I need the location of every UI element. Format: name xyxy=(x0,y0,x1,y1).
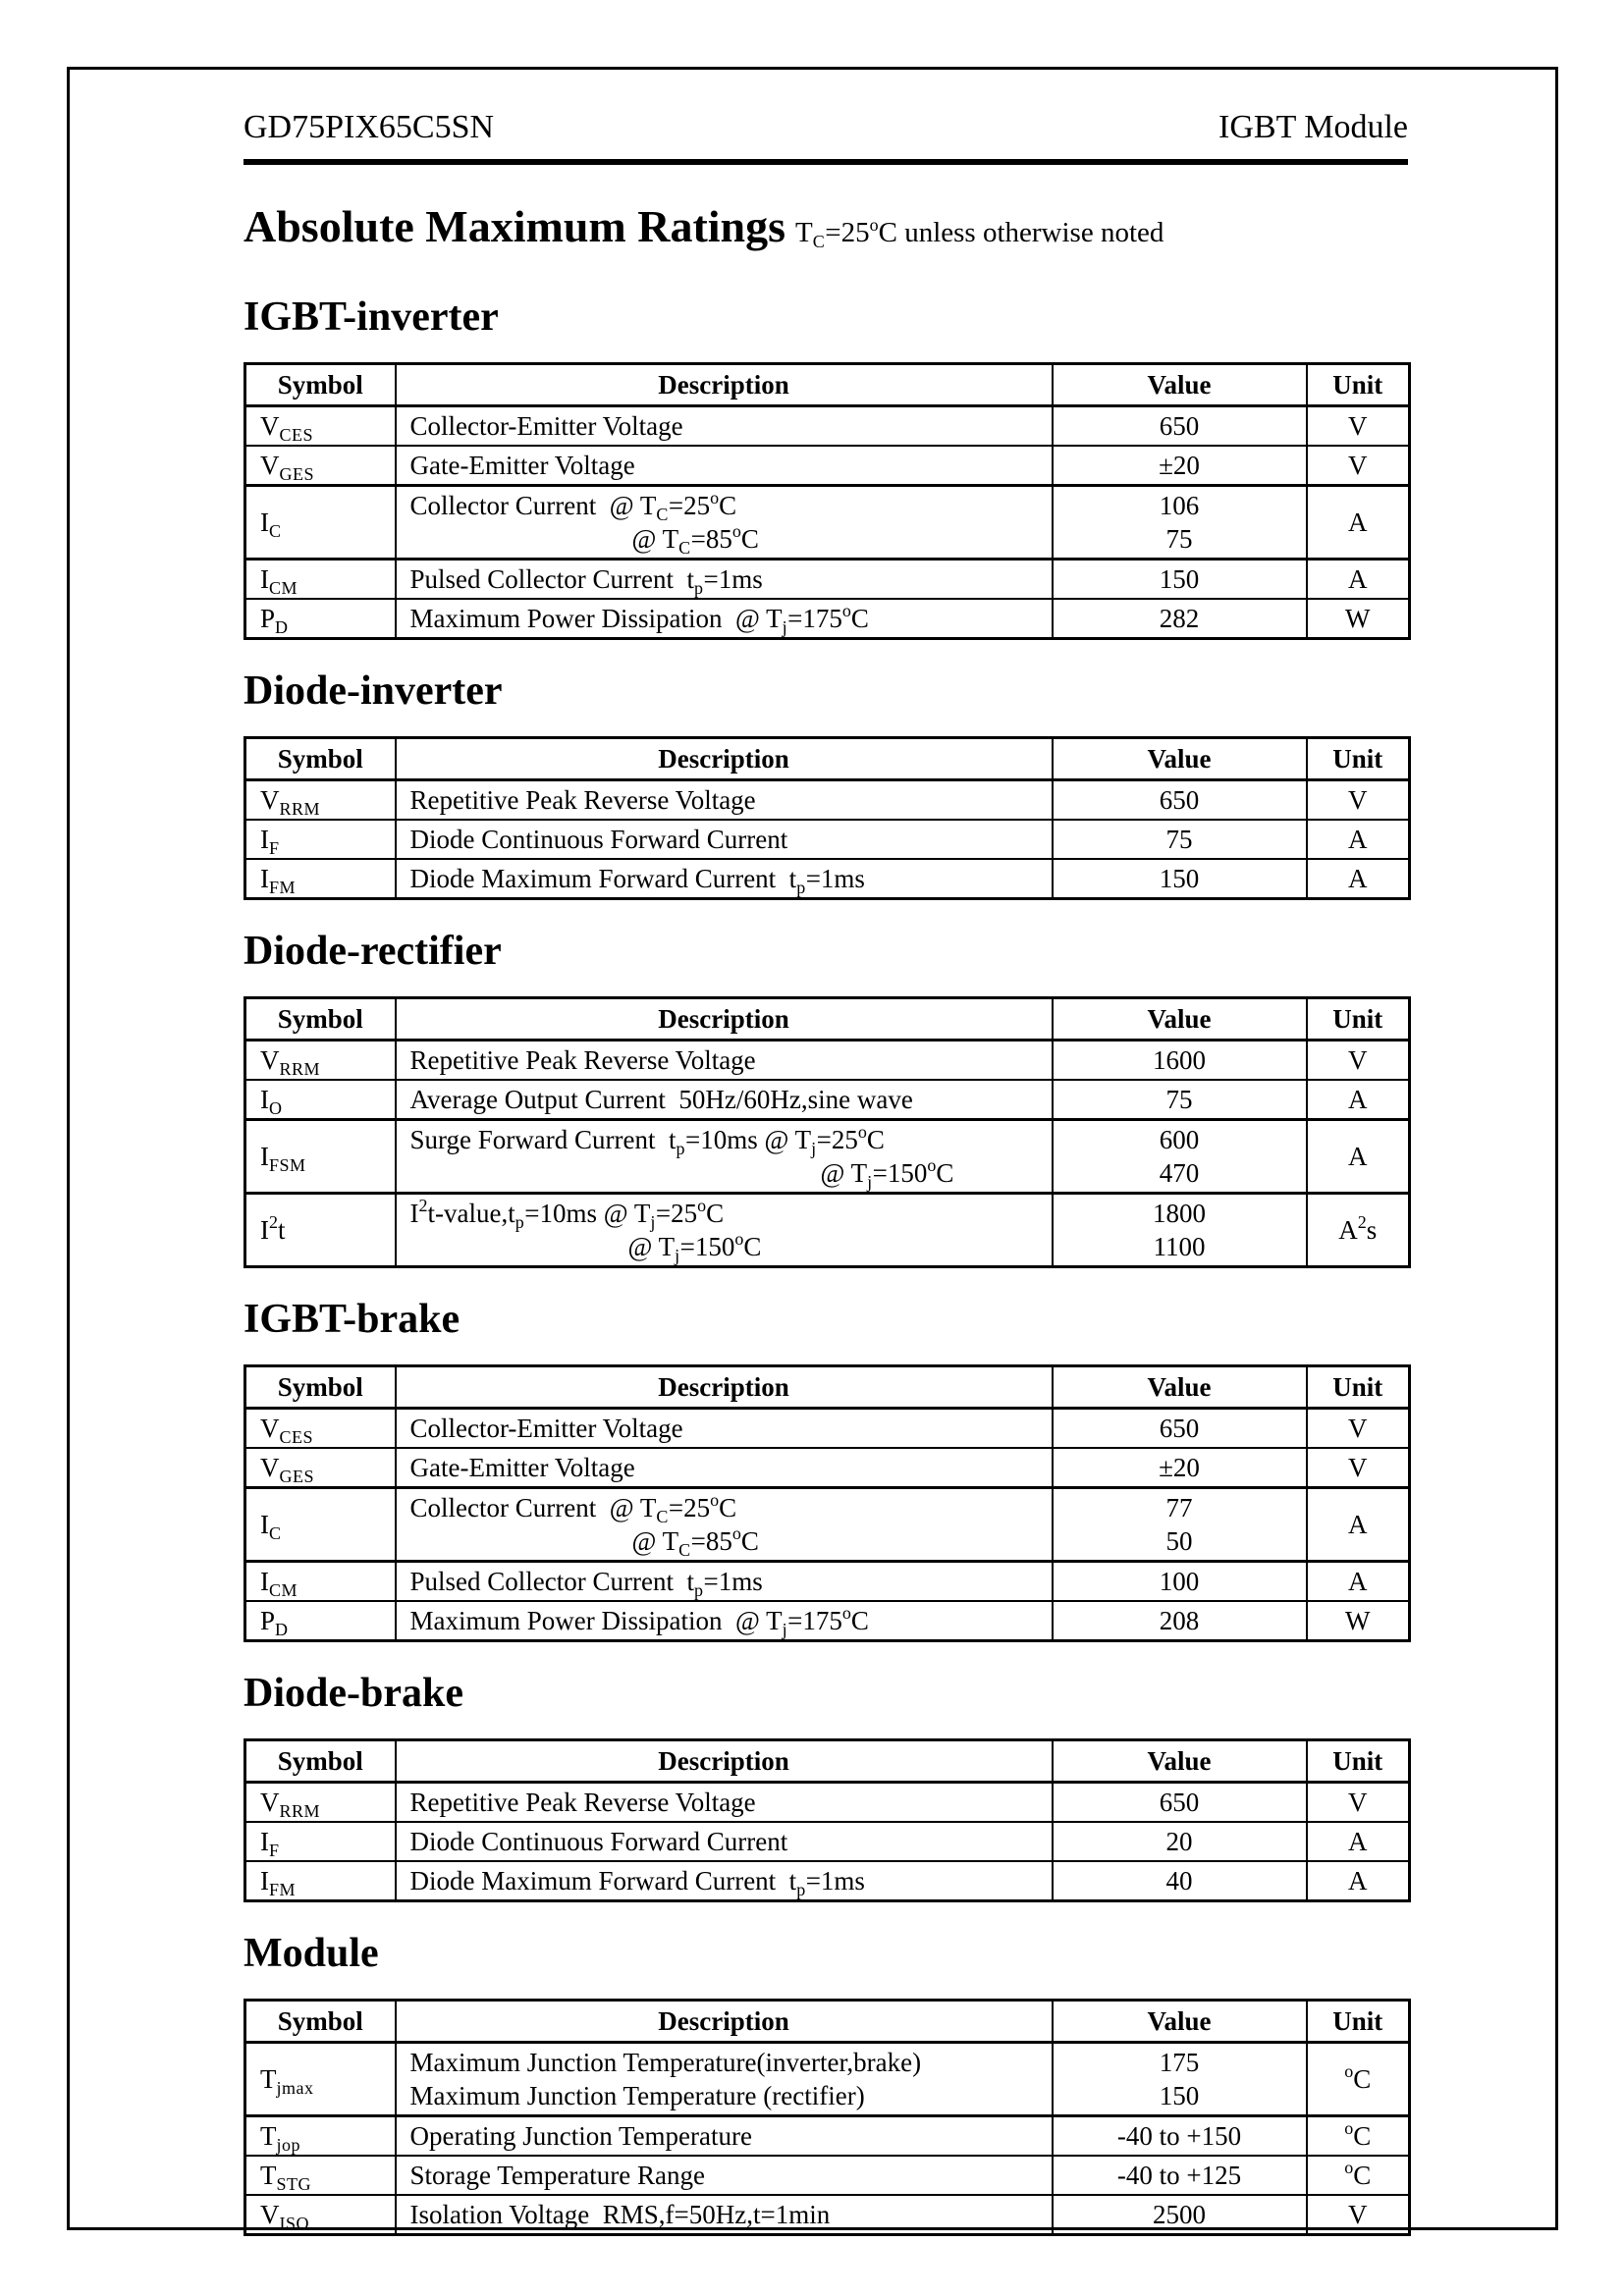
description-cell xyxy=(396,1601,1053,1641)
section-heading: Diode-rectifier xyxy=(244,929,502,974)
table-header-row xyxy=(245,2001,1410,2043)
ratings-table xyxy=(244,736,1411,900)
value-line: 1600 xyxy=(1153,1045,1206,1075)
unit-cell: W xyxy=(1307,599,1410,639)
column-header: Description xyxy=(396,1740,1053,1783)
table-row xyxy=(245,599,1410,639)
symbol-cell: $I_C$ xyxy=(245,486,396,560)
description-cell xyxy=(396,446,1053,486)
unit-cell: $^o$C xyxy=(1307,2156,1410,2195)
table-row xyxy=(245,486,1410,560)
description-line: @ $T_j=150^oC$ xyxy=(627,1229,762,1265)
column-header: Value xyxy=(1053,1366,1307,1409)
unit-cell: A xyxy=(1307,1562,1410,1602)
description-cell xyxy=(396,486,1053,560)
value-cell xyxy=(1053,1120,1307,1194)
column-header: Symbol xyxy=(245,998,396,1041)
description-cell xyxy=(396,1783,1053,1823)
unit-cell: $^o$C xyxy=(1307,2043,1410,2116)
symbol-cell: $P_D$ xyxy=(245,1601,396,1641)
value-line: 150 xyxy=(1159,564,1200,594)
title-text: Absolute Maximum Ratings xyxy=(244,201,786,251)
table-row xyxy=(245,780,1410,821)
column-header: Value xyxy=(1053,998,1307,1041)
value-line: 650 xyxy=(1159,411,1200,441)
value-line: 20 xyxy=(1165,1827,1193,1856)
symbol-cell: $T_{jop}$ xyxy=(245,2116,396,2157)
value-line: 77 xyxy=(1165,1493,1193,1522)
table-header-row xyxy=(245,364,1410,406)
description-cell xyxy=(396,859,1053,899)
unit-cell: V xyxy=(1307,2195,1410,2235)
value-cell xyxy=(1053,1448,1307,1488)
symbol-cell: $V_{RRM}$ xyxy=(245,1041,396,1081)
description-cell xyxy=(396,2195,1053,2235)
table-header-row xyxy=(245,1740,1410,1783)
value-line: 1100 xyxy=(1153,1232,1206,1261)
table-row xyxy=(245,1562,1410,1602)
value-line: 175 xyxy=(1159,2048,1200,2077)
description-line: Pulsed Collector Current $t_p=1ms$ xyxy=(409,1567,763,1600)
unit-cell: A xyxy=(1307,560,1410,600)
column-header: Description xyxy=(396,1366,1053,1409)
sections xyxy=(244,294,1408,2236)
column-header: Unit xyxy=(1307,998,1410,1041)
description-line: Collector Current @ $T_C=25^oC$ xyxy=(409,1490,737,1526)
column-header: Unit xyxy=(1307,738,1410,780)
value-cell xyxy=(1053,599,1307,639)
unit-cell: V xyxy=(1307,1448,1410,1488)
description-cell xyxy=(396,1822,1053,1861)
value-cell xyxy=(1053,1409,1307,1449)
description-line: @ $T_C=85^oC$ xyxy=(631,521,759,558)
document-type: IGBT Module xyxy=(1218,109,1408,145)
column-header: Description xyxy=(396,364,1053,406)
unit-cell: A xyxy=(1307,1120,1410,1194)
value-line: 2500 xyxy=(1153,2200,1206,2229)
value-line: ±20 xyxy=(1159,451,1200,480)
description-line: Maximum Junction Temperature (rectifier) xyxy=(409,2081,865,2110)
description-line: Average Output Current 50Hz/60Hz,sine wave xyxy=(409,1085,913,1114)
value-cell xyxy=(1053,2156,1307,2195)
description-line: Maximum Power Dissipation @ $T_j=175^oC$ xyxy=(409,1603,869,1639)
ratings-table xyxy=(244,362,1411,640)
symbol-cell: $P_D$ xyxy=(245,599,396,639)
table-row xyxy=(245,1601,1410,1641)
table-row xyxy=(245,2116,1410,2157)
description-cell xyxy=(396,780,1053,821)
value-cell xyxy=(1053,1041,1307,1081)
unit-cell: V xyxy=(1307,1041,1410,1081)
symbol-cell: $I^2t$ xyxy=(245,1194,396,1267)
column-header: Value xyxy=(1053,364,1307,406)
unit-cell: A xyxy=(1307,1861,1410,1901)
symbol-cell: $T_{STG}$ xyxy=(245,2156,396,2195)
value-cell xyxy=(1053,1080,1307,1120)
column-header: Symbol xyxy=(245,2001,396,2043)
symbol-cell: $I_{FM}$ xyxy=(245,859,396,899)
table-row xyxy=(245,1120,1410,1194)
page-title xyxy=(244,198,1408,266)
symbol-cell: $T_{jmax}$ xyxy=(245,2043,396,2116)
description-line: Collector Current @ $T_C=25^oC$ xyxy=(409,488,737,524)
title-condition: $T_C=25^oC$ unless otherwise noted xyxy=(795,215,1164,251)
symbol-cell: $V_{ISO}$ xyxy=(245,2195,396,2235)
description-line: Operating Junction Temperature xyxy=(409,2121,752,2151)
value-cell xyxy=(1053,2043,1307,2116)
unit-cell: A xyxy=(1307,1080,1410,1120)
description-line: Repetitive Peak Reverse Voltage xyxy=(409,1045,756,1075)
value-cell xyxy=(1053,1601,1307,1641)
description-cell xyxy=(396,1041,1053,1081)
description-line: Maximum Junction Temperature(inverter,brake) xyxy=(409,2048,922,2077)
table-row xyxy=(245,1488,1410,1562)
symbol-cell: $I_{FM}$ xyxy=(245,1861,396,1901)
description-line: Diode Continuous Forward Current xyxy=(409,825,788,854)
unit-cell: A xyxy=(1307,486,1410,560)
description-line: Diode Continuous Forward Current xyxy=(409,1827,788,1856)
column-header: Value xyxy=(1053,1740,1307,1783)
symbol-cell: $I_{FSM}$ xyxy=(245,1120,396,1194)
unit-cell: A xyxy=(1307,859,1410,899)
section-heading: Module xyxy=(244,1931,379,1976)
table-header-row xyxy=(245,998,1410,1041)
table-row xyxy=(245,1822,1410,1861)
description-cell xyxy=(396,2043,1053,2116)
product-name: GD75PIX65C5SN xyxy=(244,109,495,145)
table-row xyxy=(245,2156,1410,2195)
unit-cell: A xyxy=(1307,1822,1410,1861)
table-row xyxy=(245,820,1410,859)
symbol-cell: $I_O$ xyxy=(245,1080,396,1120)
description-line: Collector-Emitter Voltage xyxy=(409,1414,683,1443)
section-heading: Diode-brake xyxy=(244,1671,463,1716)
value-cell xyxy=(1053,1861,1307,1901)
ratings-table xyxy=(244,996,1411,1268)
value-line: 106 xyxy=(1159,491,1200,520)
symbol-cell: $V_{CES}$ xyxy=(245,1409,396,1449)
description-cell xyxy=(396,1562,1053,1602)
value-line: 600 xyxy=(1159,1125,1200,1154)
column-header: Description xyxy=(396,998,1053,1041)
column-header: Description xyxy=(396,2001,1053,2043)
value-cell xyxy=(1053,486,1307,560)
description-line: Diode Maximum Forward Current $t_p=1ms$ xyxy=(409,864,865,897)
description-cell xyxy=(396,406,1053,447)
value-line: 150 xyxy=(1159,2081,1200,2110)
description-cell xyxy=(396,1194,1053,1267)
table-row xyxy=(245,1080,1410,1120)
unit-cell: A xyxy=(1307,820,1410,859)
section-heading: IGBT-inverter xyxy=(244,294,499,340)
value-cell xyxy=(1053,1562,1307,1602)
table-row xyxy=(245,1783,1410,1823)
table-row xyxy=(245,406,1410,447)
value-cell xyxy=(1053,780,1307,821)
column-header: Symbol xyxy=(245,1740,396,1783)
column-header: Unit xyxy=(1307,1366,1410,1409)
ratings-table xyxy=(244,1999,1411,2236)
value-line: 282 xyxy=(1159,604,1200,633)
value-cell xyxy=(1053,406,1307,447)
value-line: 470 xyxy=(1159,1158,1200,1188)
value-cell xyxy=(1053,1194,1307,1267)
value-line: 100 xyxy=(1159,1567,1200,1596)
description-line: Repetitive Peak Reverse Voltage xyxy=(409,785,756,815)
symbol-cell: $V_{CES}$ xyxy=(245,406,396,447)
column-header: Unit xyxy=(1307,364,1410,406)
value-cell xyxy=(1053,1783,1307,1823)
table-row xyxy=(245,1861,1410,1901)
column-header: Unit xyxy=(1307,2001,1410,2043)
description-cell xyxy=(396,1448,1053,1488)
symbol-cell: $V_{RRM}$ xyxy=(245,780,396,821)
description-cell xyxy=(396,1409,1053,1449)
unit-cell: V xyxy=(1307,1783,1410,1823)
value-cell xyxy=(1053,820,1307,859)
column-header: Symbol xyxy=(245,364,396,406)
description-line: Diode Maximum Forward Current $t_p=1ms$ xyxy=(409,1866,865,1899)
table-row xyxy=(245,2195,1410,2235)
value-line: 650 xyxy=(1159,785,1200,815)
value-cell xyxy=(1053,2116,1307,2157)
value-cell xyxy=(1053,859,1307,899)
symbol-cell: $I_{CM}$ xyxy=(245,1562,396,1602)
symbol-cell: $I_F$ xyxy=(245,820,396,859)
value-line: 75 xyxy=(1165,524,1193,554)
unit-cell: A xyxy=(1307,1488,1410,1562)
symbol-cell: $V_{GES}$ xyxy=(245,1448,396,1488)
table-row xyxy=(245,1409,1410,1449)
unit-cell: $A^2s$ xyxy=(1307,1194,1410,1267)
value-line: 650 xyxy=(1159,1788,1200,1817)
table-row xyxy=(245,2043,1410,2116)
symbol-cell: $I_{CM}$ xyxy=(245,560,396,600)
description-line: Repetitive Peak Reverse Voltage xyxy=(409,1788,756,1817)
table-row xyxy=(245,446,1410,486)
value-line: 150 xyxy=(1159,864,1200,893)
symbol-cell: $I_C$ xyxy=(245,1488,396,1562)
document-header xyxy=(244,108,1408,165)
symbol-cell: $V_{RRM}$ xyxy=(245,1783,396,1823)
value-line: 40 xyxy=(1165,1866,1193,1896)
column-header: Symbol xyxy=(245,1366,396,1409)
table-header-row xyxy=(245,738,1410,780)
unit-cell: W xyxy=(1307,1601,1410,1641)
value-cell xyxy=(1053,560,1307,600)
value-line: 208 xyxy=(1159,1606,1200,1635)
unit-cell: V xyxy=(1307,446,1410,486)
description-cell xyxy=(396,1120,1053,1194)
column-header: Description xyxy=(396,738,1053,780)
table-row xyxy=(245,1194,1410,1267)
value-line: -40 to +125 xyxy=(1116,2161,1242,2190)
column-header: Value xyxy=(1053,738,1307,780)
unit-cell: V xyxy=(1307,780,1410,821)
column-header: Symbol xyxy=(245,738,396,780)
table-row xyxy=(245,1448,1410,1488)
description-cell xyxy=(396,1080,1053,1120)
value-cell xyxy=(1053,446,1307,486)
value-line: 75 xyxy=(1165,1085,1193,1114)
description-line: Gate-Emitter Voltage xyxy=(409,1453,635,1482)
unit-cell: V xyxy=(1307,1409,1410,1449)
page-content xyxy=(244,108,1408,2236)
description-cell xyxy=(396,2156,1053,2195)
description-line: Gate-Emitter Voltage xyxy=(409,451,635,480)
description-line: Pulsed Collector Current $t_p=1ms$ xyxy=(409,564,763,598)
table-header-row xyxy=(245,1366,1410,1409)
column-header: Unit xyxy=(1307,1740,1410,1783)
symbol-cell: $I_F$ xyxy=(245,1822,396,1861)
value-line: ±20 xyxy=(1159,1453,1200,1482)
section-heading: IGBT-brake xyxy=(244,1297,460,1342)
symbol-cell: $V_{GES}$ xyxy=(245,446,396,486)
description-line: @ $T_C=85^oC$ xyxy=(631,1523,759,1560)
description-line: Storage Temperature Range xyxy=(409,2161,705,2190)
value-line: 650 xyxy=(1159,1414,1200,1443)
unit-cell: V xyxy=(1307,406,1410,447)
ratings-table xyxy=(244,1364,1411,1642)
value-cell xyxy=(1053,1488,1307,1562)
description-cell xyxy=(396,2116,1053,2157)
table-row xyxy=(245,560,1410,600)
section-heading: Diode-inverter xyxy=(244,668,503,714)
value-cell xyxy=(1053,1822,1307,1861)
description-line: Isolation Voltage RMS,f=50Hz,t=1min xyxy=(409,2200,831,2229)
description-line: Collector-Emitter Voltage xyxy=(409,411,683,441)
description-cell xyxy=(396,1488,1053,1562)
description-line: @ $T_j=150^oC$ xyxy=(820,1155,954,1192)
value-line: 50 xyxy=(1165,1526,1193,1556)
description-cell xyxy=(396,560,1053,600)
ratings-table xyxy=(244,1738,1411,1902)
description-line: Maximum Power Dissipation @ $T_j=175^oC$ xyxy=(409,601,869,637)
table-row xyxy=(245,1041,1410,1081)
unit-cell: $^o$C xyxy=(1307,2116,1410,2157)
description-line: Surge Forward Current $t_p=10ms$ @ $T_j=25^oC$ xyxy=(409,1122,885,1158)
value-cell xyxy=(1053,2195,1307,2235)
description-line: $I^2t-value,t_p=10ms$ @ $T_j=25^oC$ xyxy=(409,1196,725,1232)
table-row xyxy=(245,859,1410,899)
description-cell xyxy=(396,820,1053,859)
description-cell xyxy=(396,599,1053,639)
value-line: -40 to +150 xyxy=(1116,2121,1242,2151)
value-line: 75 xyxy=(1165,825,1193,854)
column-header: Value xyxy=(1053,2001,1307,2043)
value-line: 1800 xyxy=(1153,1199,1206,1228)
description-cell xyxy=(396,1861,1053,1901)
